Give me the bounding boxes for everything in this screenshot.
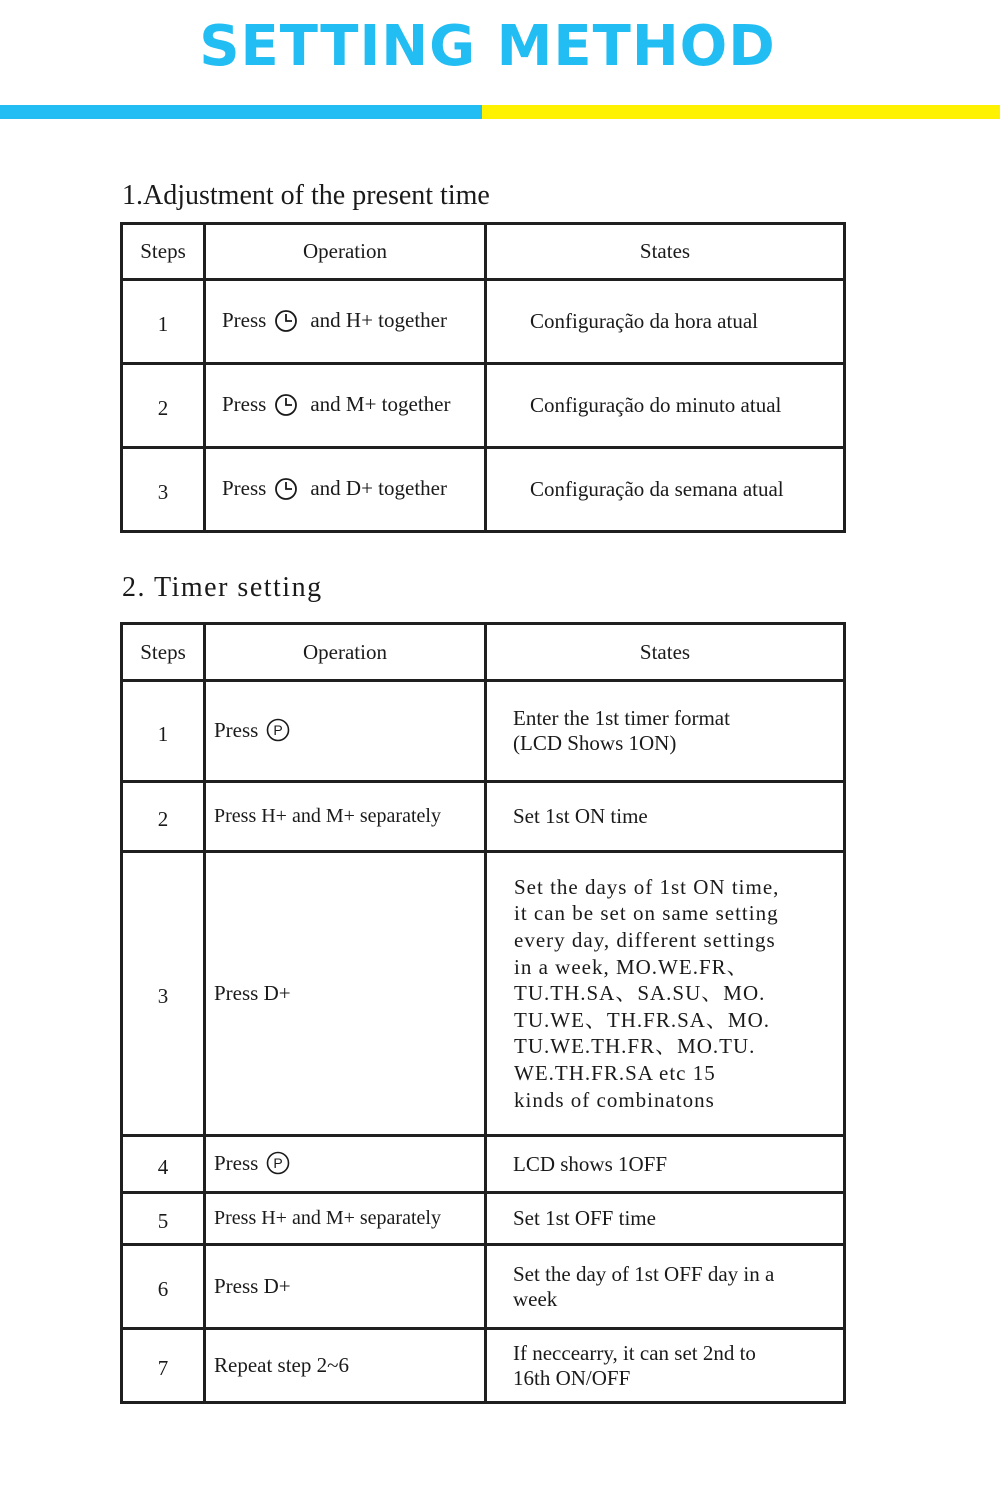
operation-cell: Press H+ and M+ separately <box>205 782 486 852</box>
steps-header: Steps <box>122 224 205 280</box>
operation-suffix: and M+ together <box>310 392 451 417</box>
state-cell: Set 1st ON time <box>486 782 845 852</box>
operation-prefix: Press <box>222 308 267 333</box>
operation-cell: Press D+ <box>205 1245 486 1329</box>
step-number: 7 <box>122 1329 205 1403</box>
operation-header: Operation <box>205 624 486 681</box>
table-row <box>122 1193 845 1245</box>
steps-header: Steps <box>122 624 205 681</box>
section1-title: 1.Adjustment of the present time <box>122 180 490 211</box>
operation-cell <box>205 681 486 782</box>
p-button-letter: P <box>273 1155 284 1172</box>
page-title: SETTING METHOD <box>199 14 776 79</box>
state-cell: Configuração do minuto atual <box>486 364 845 448</box>
step-number: 5 <box>122 1193 205 1245</box>
operation-prefix: Press <box>214 1150 259 1175</box>
step-number: 1 <box>122 681 205 782</box>
present-time-table <box>120 222 846 533</box>
states-header: States <box>486 224 845 280</box>
table-row <box>122 852 845 1136</box>
operation-cell <box>205 1136 486 1193</box>
operation-cell: Press H+ and M+ separately <box>205 1193 486 1245</box>
p-button-letter: P <box>273 722 284 739</box>
table-row <box>122 681 845 782</box>
clock-icon <box>274 393 298 417</box>
operation-cell <box>205 448 486 532</box>
section2-title: 2. Timer setting <box>122 572 323 603</box>
step-number: 3 <box>122 852 205 1136</box>
operation-cell: Repeat step 2~6 <box>205 1329 486 1403</box>
state-cell: Enter the 1st timer format (LCD Shows 1ON) <box>486 681 845 782</box>
header-bar-blue <box>0 105 482 119</box>
table-row <box>122 782 845 852</box>
table-row <box>122 448 845 532</box>
table-row <box>122 364 845 448</box>
states-header: States <box>486 624 845 681</box>
state-cell: If neccearry, it can set 2nd to 16th ON/OFF <box>486 1329 845 1403</box>
step-number: 4 <box>122 1136 205 1193</box>
table-row <box>122 1245 845 1329</box>
table-header-row <box>122 624 845 681</box>
operation-prefix: Press <box>214 717 259 742</box>
table-row <box>122 1329 845 1403</box>
operation-cell <box>205 364 486 448</box>
operation-suffix: and D+ together <box>310 476 447 501</box>
header-bar-yellow <box>482 105 1000 119</box>
operation-cell: Press D+ <box>205 852 486 1136</box>
state-cell: Configuração da hora atual <box>486 280 845 364</box>
operation-prefix: Press <box>222 476 267 501</box>
state-cell: LCD shows 1OFF <box>486 1136 845 1193</box>
operation-header: Operation <box>205 224 486 280</box>
clock-icon <box>274 477 298 501</box>
operation-cell <box>205 280 486 364</box>
table-header-row <box>122 224 845 280</box>
state-cell: Configuração da semana atual <box>486 448 845 532</box>
p-button-icon <box>266 718 290 742</box>
clock-icon <box>274 309 298 333</box>
step-number: 6 <box>122 1245 205 1329</box>
table-row <box>122 280 845 364</box>
state-cell: Set the day of 1st OFF day in a week <box>486 1245 845 1329</box>
state-cell: Set the days of 1st ON time, it can be set on same setting every day, different settings in a week, MO.WE.FR、 TU.TH.SA、SA.SU、MO. TU.WE、TH.FR.SA、MO. TU.WE.TH.FR、MO.TU. WE.TH.FR.SA etc 15 kinds of combinatons <box>486 852 845 1136</box>
step-number: 2 <box>122 782 205 852</box>
step-number: 2 <box>122 364 205 448</box>
step-number: 3 <box>122 448 205 532</box>
step-number: 1 <box>122 280 205 364</box>
timer-setting-table <box>120 622 846 1404</box>
operation-suffix: and H+ together <box>310 308 447 333</box>
table-row <box>122 1136 845 1193</box>
operation-prefix: Press <box>222 392 267 417</box>
state-cell: Set 1st OFF time <box>486 1193 845 1245</box>
p-button-icon <box>266 1151 290 1175</box>
